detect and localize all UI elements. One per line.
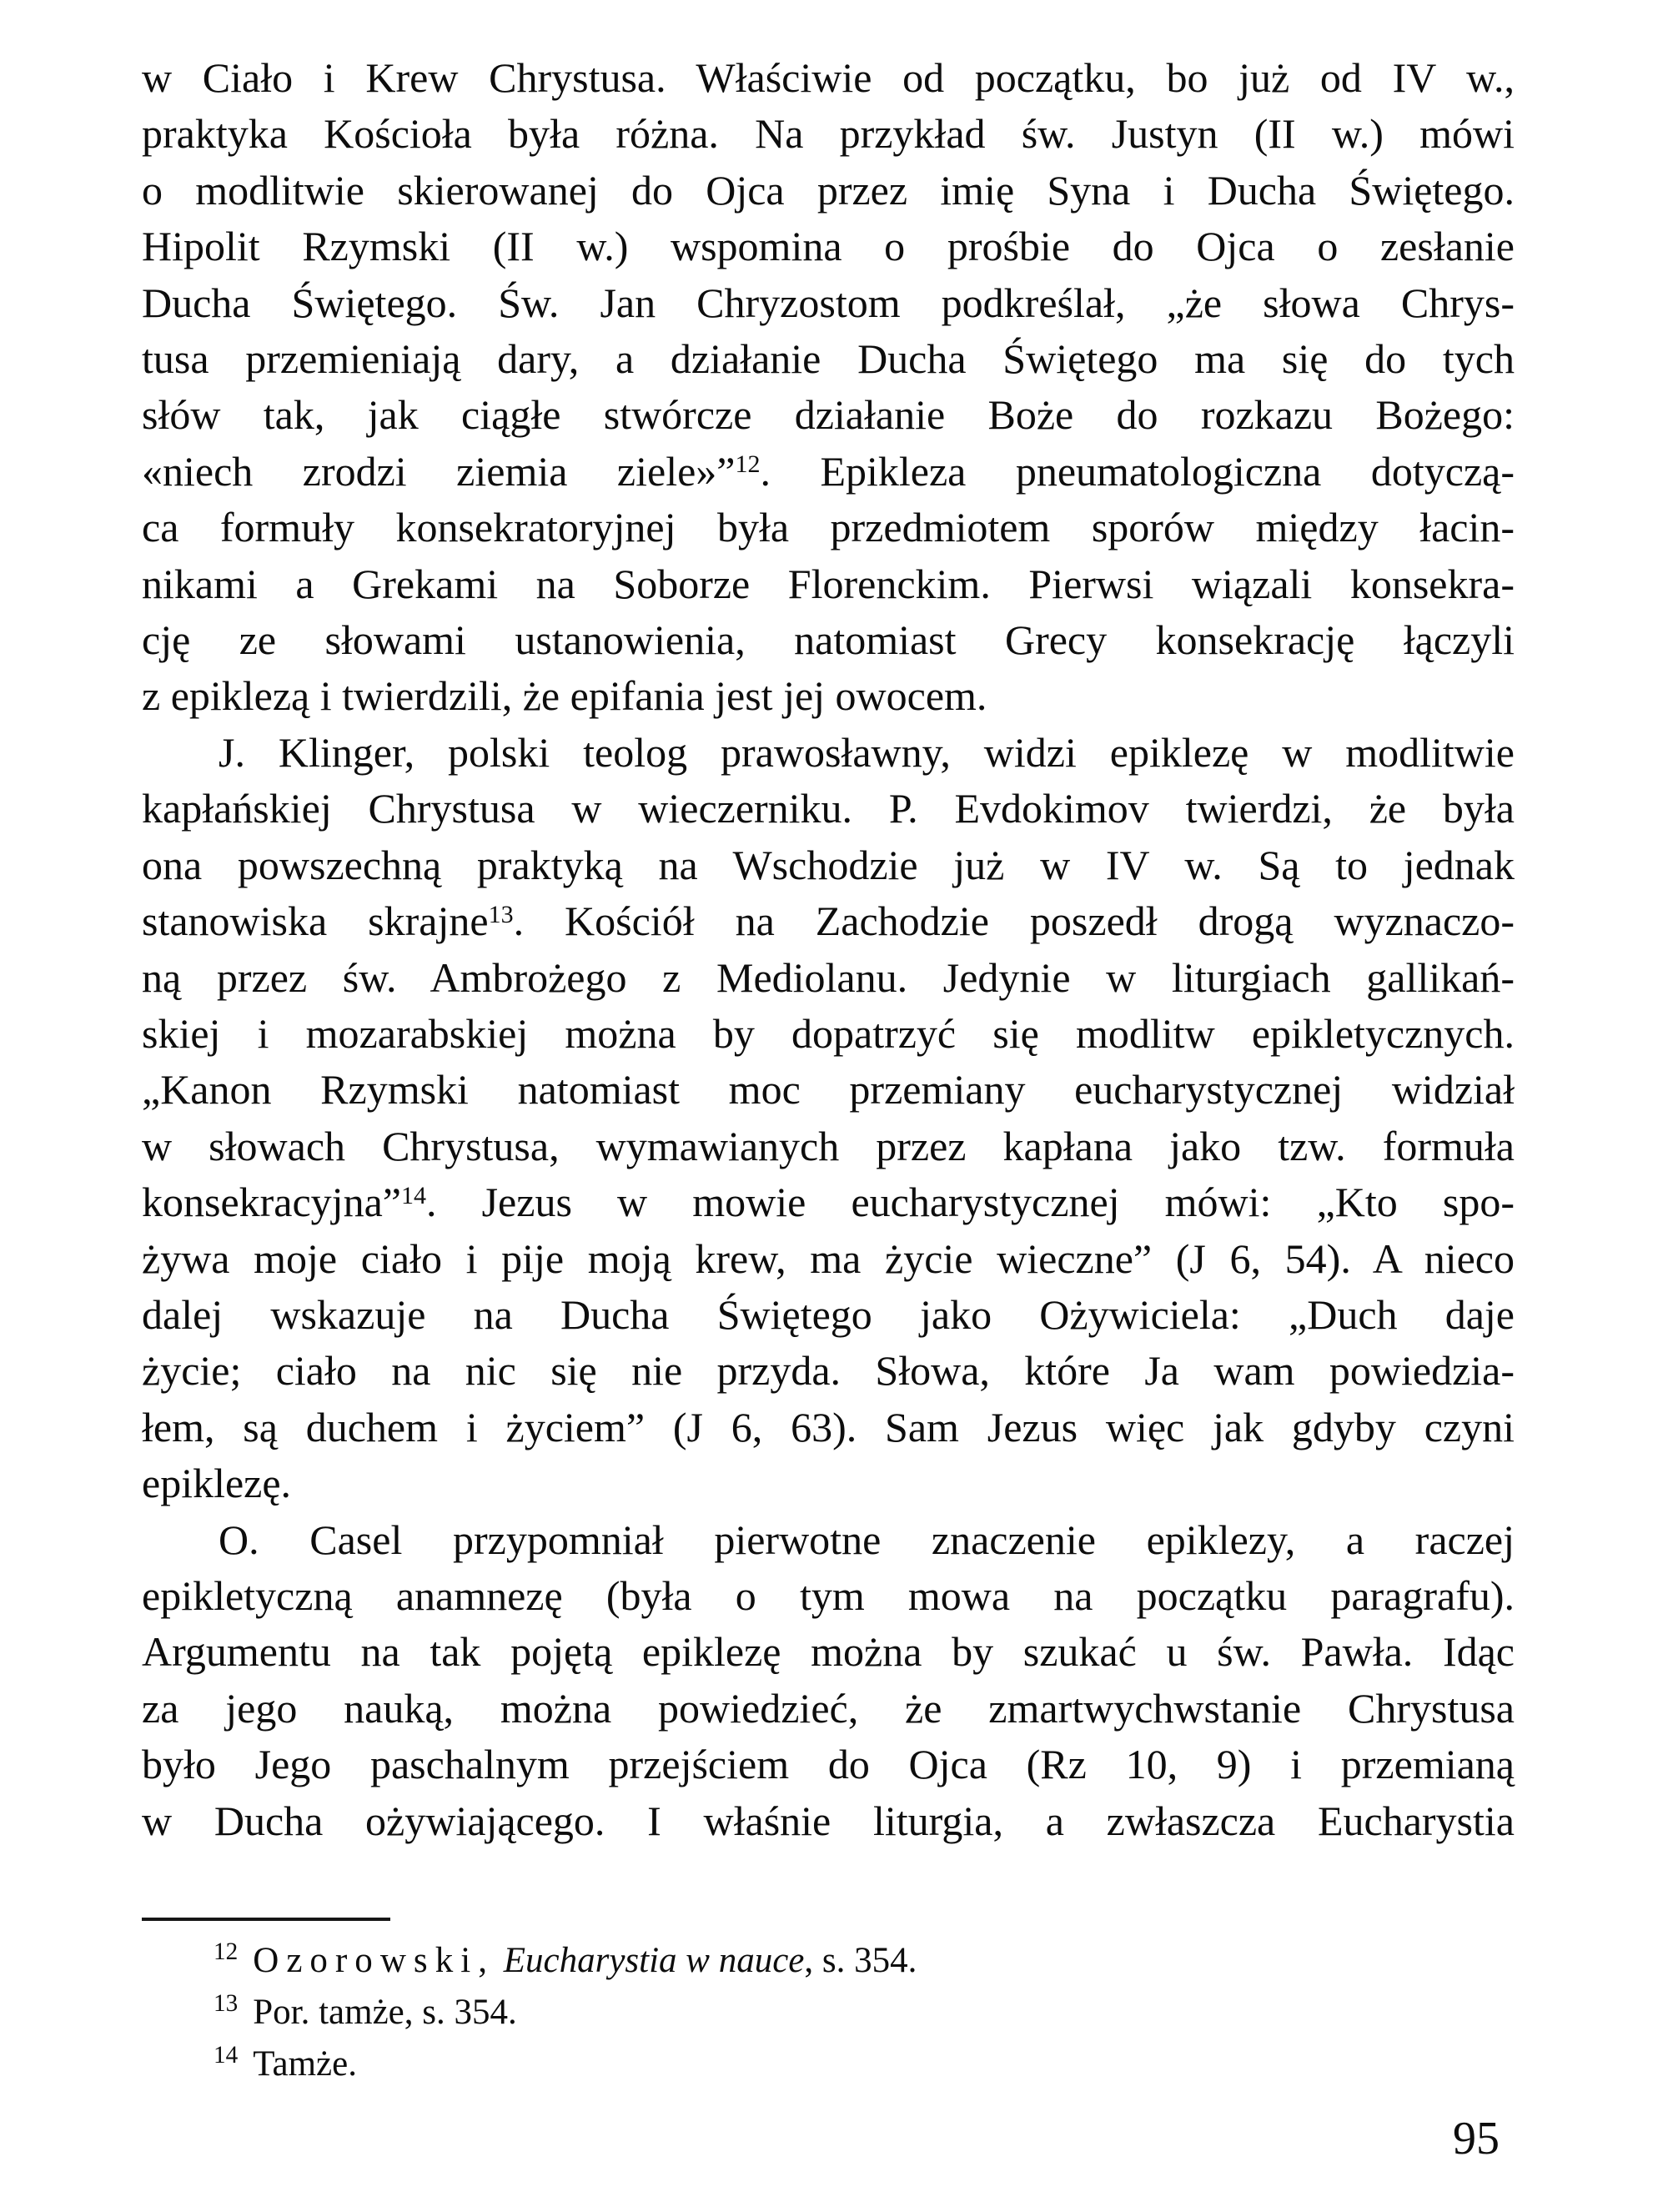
footnote-line — [142, 1987, 1515, 2039]
text-line — [142, 1006, 1515, 1062]
text-line — [142, 387, 1515, 443]
text-segment: stanowiska skrajne — [142, 897, 489, 945]
text-block — [142, 50, 1515, 1849]
text-line — [142, 1287, 1515, 1343]
text-segment: dalej wskazuje na Ducha Świętego jako Ożywiciela: „Duch daje — [142, 1290, 1515, 1338]
footnote-reference: 12 — [735, 450, 761, 479]
text-line — [142, 556, 1515, 612]
footnote-line — [142, 1935, 1515, 1987]
text-segment: skiej i mozarabskiej można by dopatrzyć się modlitw epikletycznych. — [142, 1009, 1515, 1057]
footnote-text-segment: Ozorowski, — [253, 1941, 495, 1980]
text-line — [142, 1062, 1515, 1118]
text-segment: w Ducha ożywiającego. I właśnie liturgia, a zwłaszcza Eucharystia — [142, 1797, 1515, 1844]
text-segment: . Jezus w mowie eucharystycznej mówi: „Kto spo- — [425, 1179, 1515, 1226]
text-segment: nikami a Grekami na Soborze Florenckim. Pierwsi wiązali konsekra- — [142, 560, 1515, 607]
text-line — [142, 1568, 1515, 1624]
text-line — [142, 1512, 1515, 1568]
text-line — [142, 444, 1515, 500]
text-line — [142, 1119, 1515, 1174]
text-line — [142, 1737, 1515, 1792]
text-segment: Argumentu na tak pojętą epiklezę można by szukać u św. Pawła. Idąc — [142, 1628, 1515, 1676]
footnote-separator — [142, 1918, 390, 1921]
text-line — [142, 1681, 1515, 1737]
text-line — [142, 219, 1515, 274]
text-segment: . Epikleza pneumatologiczna dotyczą- — [760, 447, 1515, 495]
text-line — [142, 500, 1515, 556]
text-segment: O. Casel przypomniał pierwotne znaczenie epiklezy, a raczej — [219, 1516, 1515, 1563]
footnotes — [142, 1935, 1515, 2090]
text-segment: łem, są duchem i życiem” (J 6, 63). Sam Jezus więc jak gdyby czyni — [142, 1403, 1515, 1450]
text-segment: Hipolit Rzymski (II w.) wspomina o prośbie do Ojca o zesłanie — [142, 223, 1515, 270]
text-line — [142, 668, 1515, 724]
text-line — [142, 331, 1515, 387]
footnote-reference: 13 — [488, 900, 514, 928]
text-line — [142, 837, 1515, 893]
text-line — [142, 950, 1515, 1006]
text-segment: za jego nauką, można powiedzieć, że zmartwychwstanie Chrystusa — [142, 1684, 1515, 1732]
text-line — [142, 893, 1515, 949]
text-segment: z epiklezą i twierdzili, że epifania jest jej owocem. — [142, 672, 987, 720]
text-segment: praktyka Kościoła była różna. Na przykład św. Justyn (II w.) mówi — [142, 110, 1515, 158]
text-segment: konsekracyjna” — [142, 1179, 401, 1226]
text-line — [142, 50, 1515, 106]
footnote-text-segment: , s. 354. — [804, 1941, 917, 1980]
footnote-marker: 12 — [214, 1938, 239, 1965]
footnote-text-segment: Tamże. — [253, 2044, 357, 2084]
text-line — [142, 1624, 1515, 1680]
text-segment: życie; ciało na nic się nie przyda. Słowa, które Ja wam powiedzia- — [142, 1347, 1515, 1395]
footnote-text-segment: Por. tamże, s. 354. — [253, 1993, 517, 2032]
text-line — [142, 1455, 1515, 1511]
text-segment: o modlitwie skierowanej do Ojca przez imię Syna i Ducha Świętego. — [142, 166, 1515, 214]
text-segment: ną przez św. Ambrożego z Mediolanu. Jedynie w liturgiach gallikań- — [142, 953, 1515, 1001]
text-line — [142, 275, 1515, 331]
footnote-line — [142, 2039, 1515, 2090]
text-line — [142, 1793, 1515, 1849]
text-segment: epiklezę. — [142, 1460, 292, 1507]
text-line — [142, 612, 1515, 668]
text-segment: ona powszechną praktyką na Wschodzie już w IV w. Są to jednak — [142, 841, 1515, 888]
text-segment: J. Klinger, polski teolog prawosławny, widzi epiklezę w modlitwie — [219, 728, 1515, 776]
text-line — [142, 1231, 1515, 1287]
text-line — [142, 1343, 1515, 1399]
text-line — [142, 1174, 1515, 1230]
text-segment: «niech zrodzi ziemia ziele»” — [142, 447, 736, 495]
text-segment: było Jego paschalnym przejściem do Ojca (Rz 10, 9) i przemianą — [142, 1741, 1515, 1788]
text-segment: ca formuły konsekratoryjnej była przedmiotem sporów między łacin- — [142, 504, 1515, 551]
text-segment: w słowach Chrystusa, wymawianych przez kapłana jako tzw. formuła — [142, 1122, 1515, 1169]
footnote-reference: 14 — [400, 1181, 426, 1209]
footnote-marker: 14 — [214, 2041, 239, 2069]
text-line — [142, 781, 1515, 837]
footnote-text-segment: Eucharystia w nauce — [503, 1941, 805, 1980]
text-segment: epikletyczną anamnezę (była o tym mowa na początku paragrafu). — [142, 1571, 1515, 1619]
text-segment: . Kościół na Zachodzie poszedł drogą wyznaczo- — [513, 897, 1515, 945]
text-segment: tusa przemieniają dary, a działanie Ducha Świętego ma się do tych — [142, 335, 1515, 383]
text-segment: w Ciało i Krew Chrystusa. Właściwie od początku, bo już od IV w., — [142, 54, 1515, 101]
text-line — [142, 106, 1515, 162]
page-number: 95 — [1453, 2113, 1500, 2164]
text-segment: Ducha Świętego. Św. Jan Chryzostom podkreślał, „że słowa Chrys- — [142, 279, 1515, 326]
text-segment: kapłańskiej Chrystusa w wieczerniku. P. Evdokimov twierdzi, że była — [142, 785, 1515, 832]
footnote-marker: 13 — [214, 1989, 239, 2017]
text-line — [142, 1400, 1515, 1455]
text-segment: słów tak, jak ciągłe stwórcze działanie Boże do rozkazu Bożego: — [142, 391, 1515, 439]
text-line — [142, 725, 1515, 781]
text-segment: „Kanon Rzymski natomiast moc przemiany eucharystycznej widział — [142, 1066, 1515, 1114]
text-segment: żywa moje ciało i pije moją krew, ma życie wieczne” (J 6, 54). A nieco — [142, 1234, 1515, 1282]
text-segment: cję ze słowami ustanowienia, natomiast Grecy konsekrację łączyli — [142, 616, 1515, 664]
footnote-text-segment — [495, 1941, 504, 1980]
text-line — [142, 163, 1515, 219]
